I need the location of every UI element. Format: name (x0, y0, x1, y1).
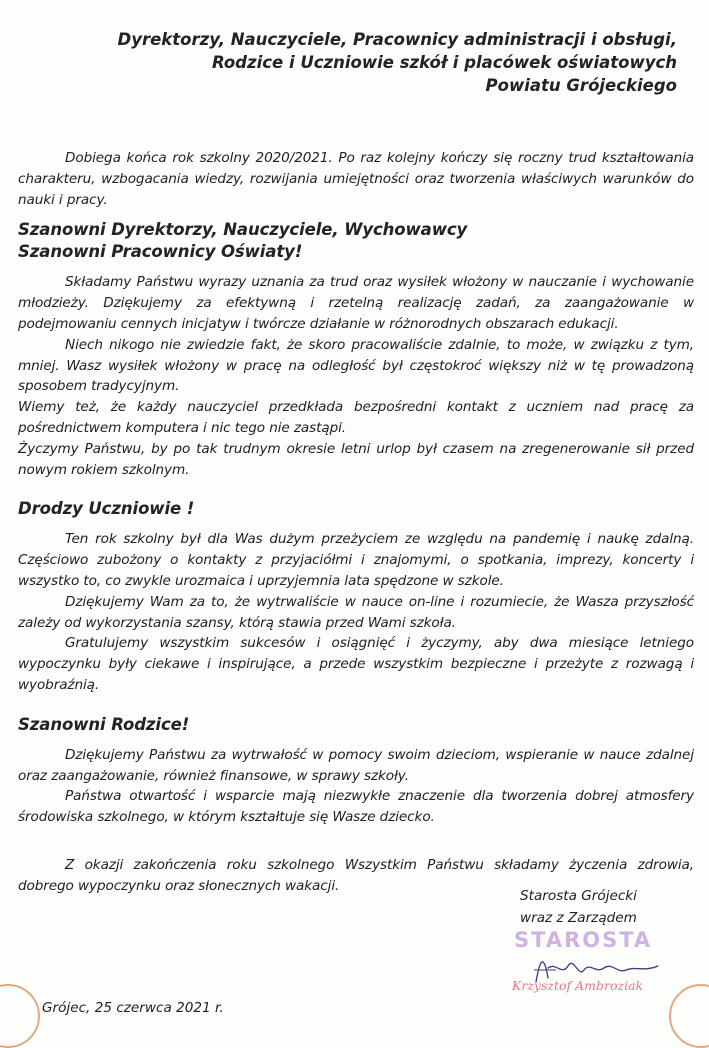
addressee-line-1: Dyrektorzy, Nauczyciele, Pracownicy administracji i obsługi, (117, 30, 677, 49)
teachers-paragraph-3: Wiemy też, że każdy nauczyciel przedkłada bezpośredni kontakt z uczniem nad pracę za pośrednictwem komputera i nic tego nie zastąpi. (18, 399, 694, 436)
addressee-line-3: Powiatu Grójeckiego (485, 76, 677, 95)
signature-block (520, 885, 637, 929)
teachers-paragraph-2: Niech nikogo nie zwiedzie fakt, że skoro pracowaliście zdalnie, to może, w związku z tym, mniej. Wasz wysiłek włożony w pracę na odległość był częstokroć większy niż w tę prowadzoną sposobem tradycyjnym. (18, 336, 694, 395)
decorative-corner-right (669, 984, 709, 1048)
letter-body (18, 148, 694, 897)
official-stamp (508, 928, 668, 998)
teachers-paragraph-4: Życzymy Państwu, by po tak trudnym okresie letni urlop był czasem na zregenerowanie sił przed nowym rokiem szkolnym. (18, 440, 694, 478)
letter-date: Grójec, 25 czerwca 2021 r. (42, 1000, 224, 1016)
addressee-line-2: Rodzice i Uczniowie szkół i placówek oświatowych (211, 53, 677, 72)
decorative-corner-left (0, 984, 40, 1048)
closing-paragraph: Z okazji zakończenia roku szkolnego Wszystkim Państwu składamy życzenia zdrowia, dobrego wypoczynku oraz słonecznych wakacji. (18, 856, 694, 894)
students-paragraph-1: Ten rok szkolny był dla Was dużym przeżyciem ze względu na pandemię i naukę zdalną. Częściowo zubożony o kontakty z przyjaciółmi i znajomymi, o spotkania, imprezy, koncerty i wszystko to, co zwykle urozmaica i uprzyjemnia lata spędzone w szkole. (18, 531, 694, 589)
stamp-title: STAROSTA (514, 928, 653, 952)
signature-subtitle: wraz z Zarządem (520, 910, 637, 926)
stamp-name: Krzysztof Ambroziak (512, 978, 644, 993)
section-heading-students: Drodzy Uczniowie ! (18, 499, 195, 519)
parents-paragraph-2: Państwa otwartość i wsparcie mają niezwykłe znaczenie dla tworzenia dobrej atmosfery środowiska szkolnego, w którym kształtuje się Wasze dziecko. (18, 788, 694, 826)
section-heading-teachers: Szanowni Dyrektorzy, Nauczyciele, Wychowawcy Szanowni Pracownicy Oświaty! (18, 220, 468, 262)
students-paragraph-2: Dziękujemy Wam za to, że wytrwaliście w nauce on-line i rozumiecie, że Wasza przyszłość zależy od wykorzystania szansy, którą stawia przed Wami szkoła. (18, 593, 694, 631)
section-heading-parents: Szanowni Rodzice! (18, 714, 190, 734)
parents-paragraph-1: Dziękujemy Państwu za wytrwałość w pomocy swoim dzieciom, wspieranie w nauce zdalnej oraz zaangażowanie, również finansowe, w sprawy szkoły. (18, 746, 694, 784)
students-paragraph-3: Gratulujemy wszystkim sukcesów i osiągnięć i życzymy, aby dwa miesiące letniego wypoczynku były ciekawe i inspirujące, a przede wszystkim bezpieczne i przeżyte z rozwagą i wyobraźnią. (18, 635, 694, 693)
letter-addressee (117, 28, 677, 97)
signature-title: Starosta Grójecki (520, 888, 637, 904)
teachers-paragraph-1: Składamy Państwu wyrazy uznania za trud oraz wysiłek włożony w nauczanie i wychowanie młodzieży. Dziękujemy za efektywną i rzetelną realizację zadań, za zaangażowanie w podejmowaniu cennych inicjatyw i twórcze działanie w różnorodnych obszarach edukacji. (18, 274, 694, 332)
intro-paragraph: Dobiega końca rok szkolny 2020/2021. Po raz kolejny kończy się roczny trud kształtowania charakteru, wzbogacania wiedzy, rozwijania umiejętności oraz tworzenia właściwych warunków do nauki i pracy. (18, 150, 694, 208)
